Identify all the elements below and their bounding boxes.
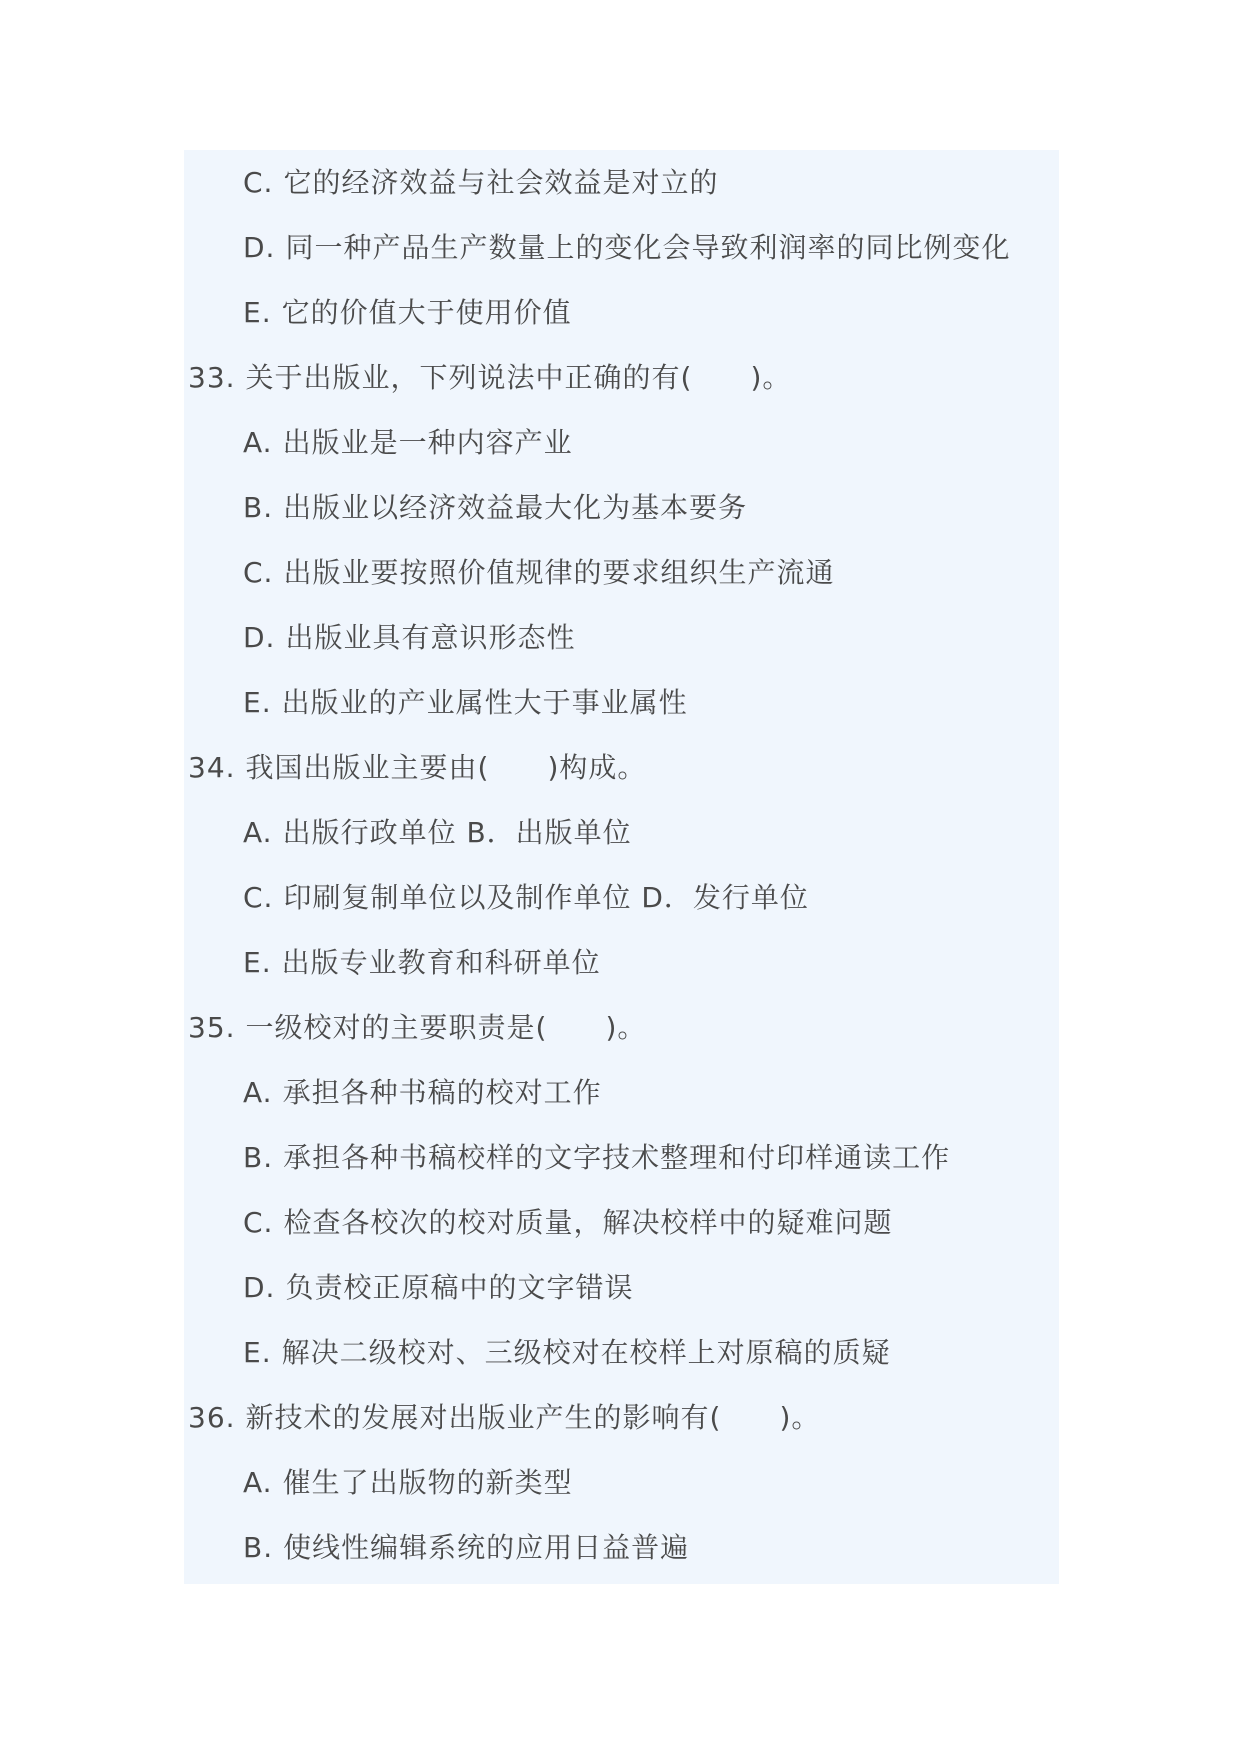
option-text: 出版业的产业属性大于事业属性 xyxy=(281,686,688,719)
question-number: 36. xyxy=(188,1401,236,1434)
option-marker: D. xyxy=(243,231,276,264)
option-marker: E. xyxy=(243,296,272,329)
option-text: 印刷复制单位以及制作单位 D．发行单位 xyxy=(283,881,809,914)
option-marker: D. xyxy=(243,621,276,654)
question-text: 新技术的发展对出版业产生的影响有( )。 xyxy=(245,1401,821,1434)
option-marker: A. xyxy=(243,1466,273,1499)
option-text: 承担各种书稿校样的文字技术整理和付印样通读工作 xyxy=(283,1141,951,1174)
option-line xyxy=(243,865,809,930)
option-marker: C. xyxy=(243,166,274,199)
question-line xyxy=(188,345,791,410)
option-marker: C. xyxy=(243,881,274,914)
option-line xyxy=(243,475,747,540)
option-marker: B. xyxy=(243,1531,274,1564)
option-text: 出版行政单位 B．出版单位 xyxy=(282,816,632,849)
option-line xyxy=(243,1125,950,1190)
option-marker: A. xyxy=(243,1076,273,1109)
option-text: 解决二级校对、三级校对在校样上对原稿的质疑 xyxy=(281,1336,891,1369)
question-text: 我国出版业主要由( )构成。 xyxy=(245,751,647,784)
option-line xyxy=(243,1320,891,1385)
option-line xyxy=(243,930,601,995)
option-text: 检查各校次的校对质量，解决校样中的疑难问题 xyxy=(283,1206,893,1239)
option-marker: E. xyxy=(243,946,272,979)
question-line xyxy=(188,735,646,800)
question-text: 一级校对的主要职责是( )。 xyxy=(245,1011,647,1044)
option-text: 它的经济效益与社会效益是对立的 xyxy=(283,166,719,199)
option-text: 催生了出版物的新类型 xyxy=(282,1466,573,1499)
option-text: 出版业要按照价值规律的要求组织生产流通 xyxy=(283,556,835,589)
option-line xyxy=(243,150,718,215)
option-line xyxy=(243,410,573,475)
option-line xyxy=(243,280,572,345)
option-marker: C. xyxy=(243,556,274,589)
option-line xyxy=(243,605,575,670)
option-marker: B. xyxy=(243,491,274,524)
content-panel xyxy=(184,150,1059,1584)
option-line xyxy=(243,670,688,735)
option-text: 承担各种书稿的校对工作 xyxy=(282,1076,602,1109)
option-marker: D. xyxy=(243,1271,276,1304)
option-line xyxy=(243,1515,689,1580)
option-line xyxy=(243,1255,633,1320)
option-marker: B. xyxy=(243,1141,274,1174)
option-text: 出版业以经济效益最大化为基本要务 xyxy=(283,491,748,524)
option-text: 出版业具有意识形态性 xyxy=(285,621,576,654)
option-marker: A. xyxy=(243,816,273,849)
option-marker: C. xyxy=(243,1206,274,1239)
option-marker: E. xyxy=(243,1336,272,1369)
option-text: 使线性编辑系统的应用日益普遍 xyxy=(283,1531,690,1564)
question-number: 35. xyxy=(188,1011,236,1044)
option-text: 出版业是一种内容产业 xyxy=(282,426,573,459)
question-number: 34. xyxy=(188,751,236,784)
option-marker: A. xyxy=(243,426,273,459)
question-text: 关于出版业，下列说法中正确的有( )。 xyxy=(245,361,792,394)
option-line xyxy=(243,540,834,605)
question-number: 33. xyxy=(188,361,236,394)
option-line xyxy=(243,800,632,865)
option-line xyxy=(243,215,1010,280)
option-text: 同一种产品生产数量上的变化会导致利润率的同比例变化 xyxy=(285,231,1011,264)
question-line xyxy=(188,1385,820,1450)
option-line xyxy=(243,1450,573,1515)
option-line xyxy=(243,1190,892,1255)
option-marker: E. xyxy=(243,686,272,719)
option-line xyxy=(243,1060,602,1125)
option-text: 负责校正原稿中的文字错误 xyxy=(285,1271,634,1304)
option-text: 出版专业教育和科研单位 xyxy=(281,946,601,979)
question-line xyxy=(188,995,646,1060)
option-text: 它的价值大于使用价值 xyxy=(281,296,572,329)
